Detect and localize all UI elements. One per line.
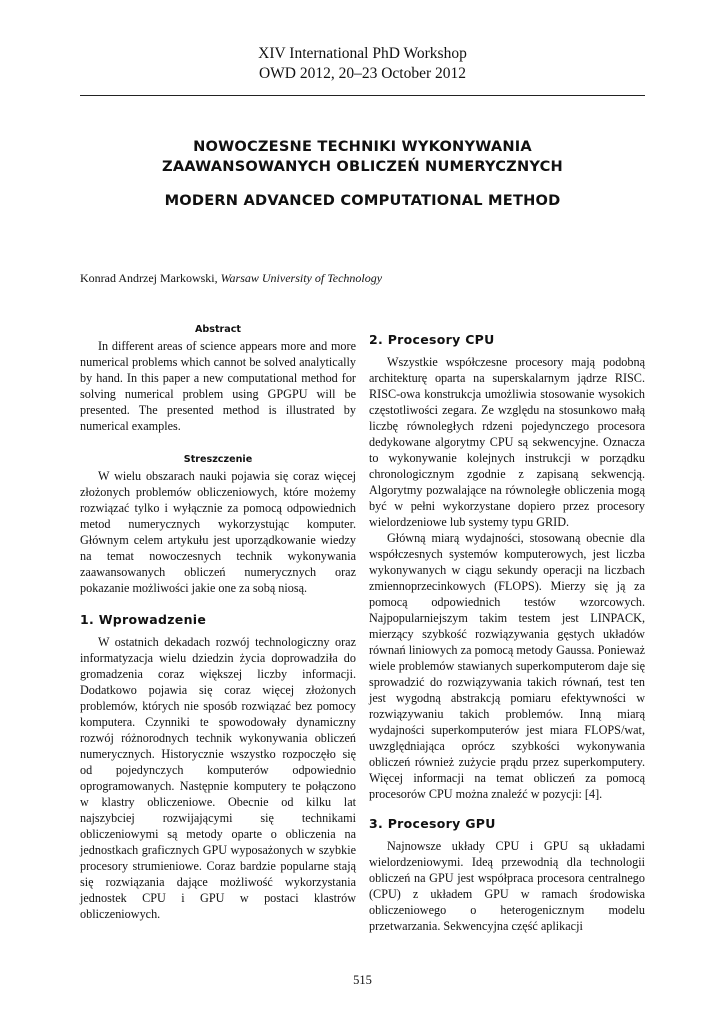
author-name: Konrad Andrzej Markowski, <box>80 271 218 285</box>
section-2-heading: 2. Procesory CPU <box>369 332 495 347</box>
right-column <box>369 332 645 934</box>
page-number: 515 <box>353 973 372 987</box>
workshop-date: OWD 2012, 20–23 October 2012 <box>258 65 467 82</box>
section-2-paragraph-1: Wszystkie współczesne procesory mają podobną architekturę oparta na superskalarnym jądrze RISC. RISC-owa konstrukcja umożliwia stosowanie wysokich częstotliwości zegara. Ze względu na stosunkowo małą liczbę równoległych rdzeni pojedynczego procesora dedykowane algorytmy CPU są sekwencyjne. Oznacza to wykonywanie kolejnych instrukcji w porządku chronologicznym zgodnie z zapisaną sekwencją. Algorytmy pozwalające na równoległe obliczenia mogą być w pełni wykorzystane dopiero przez procesory wielordzeniowe lub systemy typu GRID. <box>369 355 645 529</box>
streszczenie-text: W wielu obszarach nauki pojawia się coraz więcej złożonych problemów obliczeniowych, które możemy rozwiązać tylko i wyłącznie za pomocą odpowiednich metod numerycznych wykorzystując komputer. Głównym celem artykułu jest uporządkowanie wiedzy na temat nowoczesnych technik wykonywania zaawansowanych obliczeń numerycznych oraz pokazanie możliwości jakie one za sobą niosą. <box>80 469 356 595</box>
polish-title-line-2: ZAAWANSOWANYCH OBLICZEŃ NUMERYCZNYCH <box>162 158 563 175</box>
section-2-paragraph-2: Główną miarą wydajności, stosowaną obecnie dla współczesnych systemów komputerowych, jest liczba wykonywanych w ciągu sekundy operacji na liczbach zmiennoprzecinkowych (FLOPS). Mierzy się ją za pomocą odpowiednich testów wzorcowych. Najpopularniejszym takim testem jest LINPACK, mierzący szybkość rozwiązywania gęstych układów równań liniowych za pomocą metody Gaussa. Ponieważ wiele problemów stawianych superkomputerom daje się sprowadzić do rozwiązywania takich równań, test ten jest wygodną abstrakcją pomiaru efektywności w rozwiązywaniu takich problemów. Inną miarą wydajności superkomputerów jest miara FLOPS/wat, uwzględniająca oprócz szybkości wykonywania obliczeń również zużycie prądu przez superkomputery. Więcej informacji na temat obliczeń za pomocą procesorów CPU można znaleźć w pozycji: [4]. <box>369 531 645 801</box>
polish-title <box>80 137 645 177</box>
section-1-text: W ostatnich dekadach rozwój technologiczny oraz informatyzacja wielu dziedzin życia doprowadziła do gromadzenia coraz większej liczby informacji. Dodatkowo pojawia się coraz więcej złożonych problemów, których nie sposób rozwiązać bez pomocy komputera. Czynniki te spowodowały dynamiczny rozwój różnorodnych technik wykonywania obliczeń numerycznych. Historycznie wszystko rozpoczęło się od pojedynczych komputerów odpowiednio oprogramowanych. Następnie komputery te połączono w klastry obliczeniowe. Obecnie od kilku lat najszybciej rozwijającymi się technikami obliczeniowymi są metody oparte o obliczenia na jednostkach graficznych GPU wyposażonych w szybkie procesory strumieniowe. Coraz bardzie popularne stają się rozwiązania dające możliwość wykorzystania jednostek CPU i GPU w postaci klastrów obliczeniowych. <box>80 635 356 921</box>
abstract-heading: Abstract <box>194 324 242 335</box>
section-3-text: Najnowsze układy CPU i GPU są układami wielordzeniowymi. Ideą przewodnią dla technologii obliczeń na GPU jest współpraca procesora centralnego (CPU) z układem GPU w ramach środowiska obliczeniowego o heterogenicznym modelu przetwarzania. Sekwencyjna część aplikacji <box>369 839 645 933</box>
author-affiliation: Warsaw University of Technology <box>220 271 383 285</box>
author-line <box>80 271 382 286</box>
polish-title-line-1: NOWOCZESNE TECHNIKI WYKONYWANIA <box>193 138 532 155</box>
workshop-name: XIV International PhD Workshop <box>258 45 467 62</box>
section-1-heading: 1. Wprowadzenie <box>80 612 207 627</box>
header-divider <box>80 95 645 96</box>
page-header <box>80 44 645 84</box>
abstract-text: In different areas of science appears more and more numerical problems which cannot be solved analytically by hand. In this paper a new computational method for solving numerical problem using GPGPU will be presented. The presented method is illustrated by numerical examples. <box>80 339 356 433</box>
english-title: MODERN ADVANCED COMPUTATIONAL METHOD <box>164 192 561 209</box>
section-3-heading: 3. Procesory GPU <box>369 816 496 831</box>
streszczenie-heading: Streszczenie <box>183 454 253 465</box>
left-column <box>80 324 356 922</box>
